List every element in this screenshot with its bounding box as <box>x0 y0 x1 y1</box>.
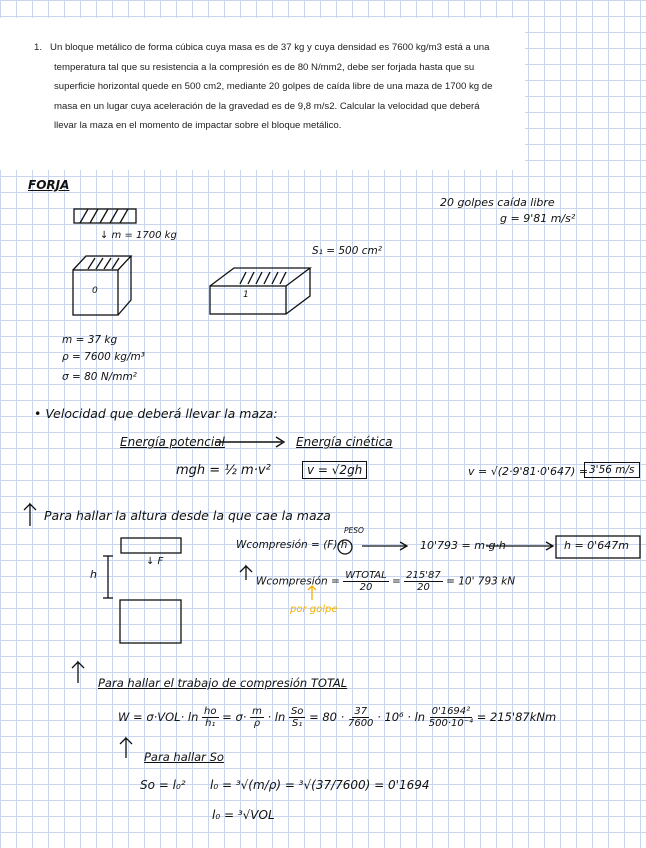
force-label: ↓ F <box>146 556 164 567</box>
surface-note: S₁ = 500 cm² <box>312 245 382 257</box>
work-per-hit: Wcompresión = $\frac{\text{WTOTAL}}{20}$ = $\frac{215'87}{20}$ = 10' 793 kN <box>256 570 516 593</box>
height-result: h = 0'647m <box>564 539 629 552</box>
problem-body: Un bloque metálico de forma cúbica cuya masa es de 37 kg y cuya densidad es 7600 kg/m3 está a una temperatura tal que su resistencia a la compresión es de 80 N/mm2, debe ser forjada hasta que su superficie horizontal quede en 500 cm2, mediante 20 golpes de caída libre de una maza de 1700 kg de masa en un lugar cuya aceleración de la gravedad es de 9,8 m/s2. Calcular la velocidad que deberá llevar la maza en el momento de impactar sobre el bloque metálico. <box>50 42 493 131</box>
height-diagram <box>103 538 181 643</box>
peso-label: PESO <box>344 526 364 535</box>
so-equation: So = l₀² <box>140 778 186 792</box>
cube-sketch <box>73 256 131 315</box>
h1: h₁ <box>205 718 216 729</box>
mass-note: m = 37 kg <box>62 334 118 346</box>
wvalue-den: 20 <box>417 582 430 593</box>
work-heading: Para hallar el trabajo de compresión TOTAL <box>98 676 348 690</box>
density-note: ρ = 7600 kg/m³ <box>62 351 145 363</box>
hammer-sketch <box>74 209 136 223</box>
work-eq-start: W = σ·VOL· ln <box>118 710 199 724</box>
velocity-heading: • Velocidad que deberá llevar la maza: <box>34 406 278 421</box>
work-10-6: · 10⁶ · ln <box>377 710 426 724</box>
velocity-formula: v = √2gh <box>302 461 367 479</box>
gravity-note: g = 9'81 m/s² <box>500 212 576 225</box>
ho: ho <box>204 706 217 717</box>
resistance-note: σ = 80 N/mm² <box>62 371 137 383</box>
so: So <box>290 706 304 717</box>
label-one: 1 <box>243 290 249 300</box>
mass-37: 37 <box>354 706 368 717</box>
h-label: h <box>90 568 97 581</box>
density-7600: 7600 <box>347 718 374 729</box>
lo-equation: l₀ = ³√(m/ρ) = ³√(37/7600) = 0'1694 <box>210 778 430 792</box>
hammer-mass-note: ↓ m = 1700 kg <box>100 230 177 241</box>
wtotal-den: 20 <box>359 582 373 593</box>
heading-forja: FORJA <box>28 178 70 192</box>
por-golpe-note: por golpe <box>290 604 338 615</box>
velocity-result: 3'56 m/s <box>584 462 640 478</box>
ho-h1-fraction <box>202 706 218 729</box>
wtotal-num: WTOTAL <box>345 570 387 581</box>
wvalue-num: 215'87 <box>406 570 441 581</box>
plate-sketch <box>210 268 310 314</box>
area-fraction <box>429 706 473 729</box>
s1: S₁ <box>291 718 303 729</box>
work-80: = 80 · <box>309 710 345 724</box>
area-num: 0'1694² <box>431 706 471 717</box>
wvalue-fraction <box>404 570 443 593</box>
problem-number: 1. <box>34 42 43 53</box>
work-total-eq <box>118 706 556 729</box>
work-mid: = σ· <box>222 710 247 724</box>
energy-equation: mgh = ½ m·v² <box>176 463 271 478</box>
rho: ρ <box>253 718 261 729</box>
lo-vol-equation: l₀ = ³√VOL <box>212 808 275 822</box>
m: m <box>252 706 262 717</box>
work-per-hit-result: = 10' 793 kN <box>446 575 516 588</box>
work-per-hit-lhs: Wcompresión = <box>256 575 340 588</box>
work-result: = 215'87kNm <box>476 710 557 724</box>
energy-potential: Energía potencial <box>120 435 225 449</box>
work-ln: · ln <box>267 710 286 724</box>
energy-arrow <box>215 437 284 447</box>
height-heading: Para hallar la altura desde la que cae la maza <box>44 508 331 523</box>
area-den: 500·10⁻⁴ <box>428 718 474 729</box>
energy-kinetic: Energía cinética <box>296 435 393 449</box>
wtotal-fraction <box>343 570 388 593</box>
label-zero: 0 <box>92 286 98 296</box>
so-s1-fraction <box>289 706 305 729</box>
velocity-calc: v = √(2·9'81·0'647) = <box>468 465 589 478</box>
golpes-note: 20 golpes caída libre <box>440 196 555 209</box>
so-heading: Para hallar So <box>144 750 224 764</box>
work-value-eq: 10'793 = m·g·h <box>420 539 506 552</box>
mass-density-fraction <box>348 706 373 729</box>
work-compression-eq: Wcompresión = (F)·h <box>236 539 348 551</box>
m-rho-fraction <box>250 706 264 729</box>
